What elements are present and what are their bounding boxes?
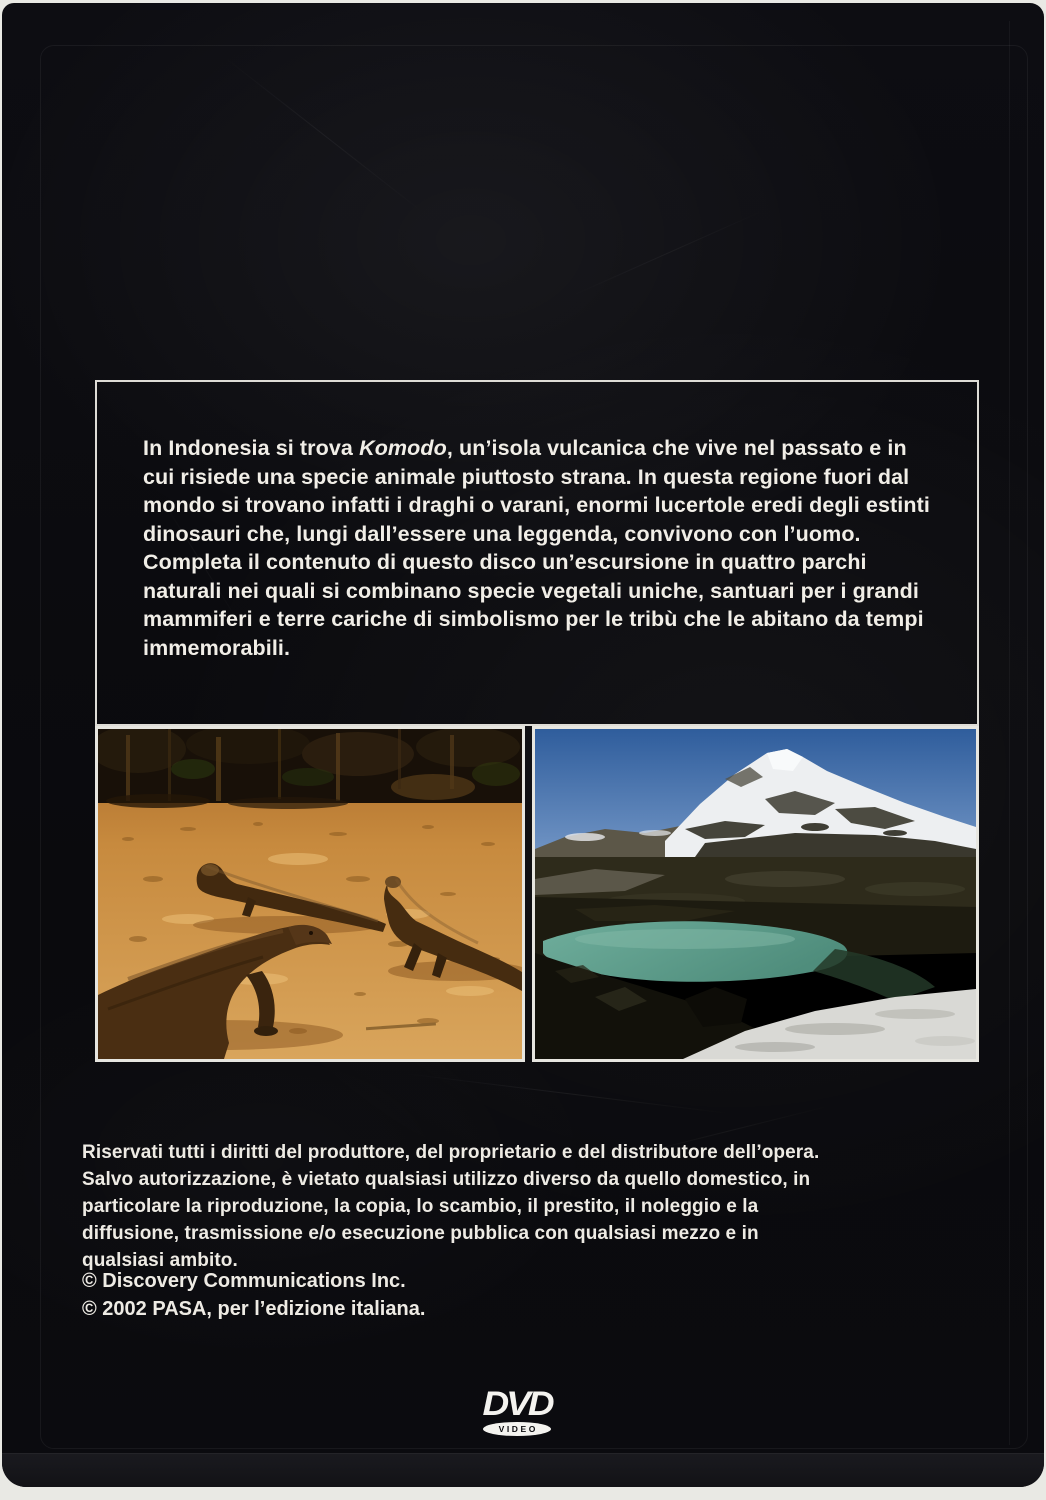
komodo-dragons-illustration xyxy=(98,729,522,1059)
forest-background xyxy=(98,729,522,809)
copyright-pasa: © 2002 PASA, per l’edizione italiana. xyxy=(82,1298,426,1320)
synopsis-paragraph-1 xyxy=(143,434,943,548)
dvd-video-label: VIDEO xyxy=(498,1423,539,1434)
synopsis-p1-rest: , un’isola vulcanica che vive nel passato e in cui risiede una specie animale piuttosto strana. In questa regione fuori dal mondo si trovano infatti i draghi o varani, enormi lucertole eredi degli estinti dinosauri che, lungi dall’essere una leggenda, convivono con l’uomo. xyxy=(143,436,930,546)
photo-komodo-dragons xyxy=(95,726,525,1062)
dvd-case-back xyxy=(2,3,1044,1487)
synopsis-p1-lead: In Indonesia si trova xyxy=(143,436,360,460)
case-bottom-edge xyxy=(2,1453,1044,1487)
case-right-seam xyxy=(1009,21,1010,1445)
volcano-lake-illustration xyxy=(535,729,976,1059)
dvd-logo-wordmark: DVD xyxy=(482,1384,552,1423)
synopsis-paragraph-2: Completa il contenuto di questo disco un’escursione in quattro parchi naturali nei quali si combinano specie vegetali uniche, santuari per i grandi mammiferi e terre cariche di simbolismo per le tribù che le abitano da tempi immemorabili. xyxy=(143,550,924,660)
dvd-video-logo xyxy=(442,1385,592,1436)
rights-notice: Riservati tutti i diritti del produttore, del proprietario e del distributore dell’opera. Salvo autorizzazione, è vietato qualsiasi utilizzo diverso da quello domestico, in particolare la riproduzione, la copia, lo scambio, il prestito, il noleggio e la diffusione, trasmissione e/o esecuzione pubblica con qualsiasi mezzo e in qualsiasi ambito. xyxy=(82,1142,820,1271)
synopsis-text xyxy=(143,434,943,662)
synopsis-box xyxy=(95,380,979,726)
photo-volcano-crater-lake xyxy=(532,726,979,1062)
copyright-discovery: © Discovery Communications Inc. xyxy=(82,1270,406,1292)
title-komodo-italic: Komodo xyxy=(359,436,447,460)
copyright-block xyxy=(82,1267,682,1323)
dvd-video-ellipse xyxy=(483,1422,551,1436)
